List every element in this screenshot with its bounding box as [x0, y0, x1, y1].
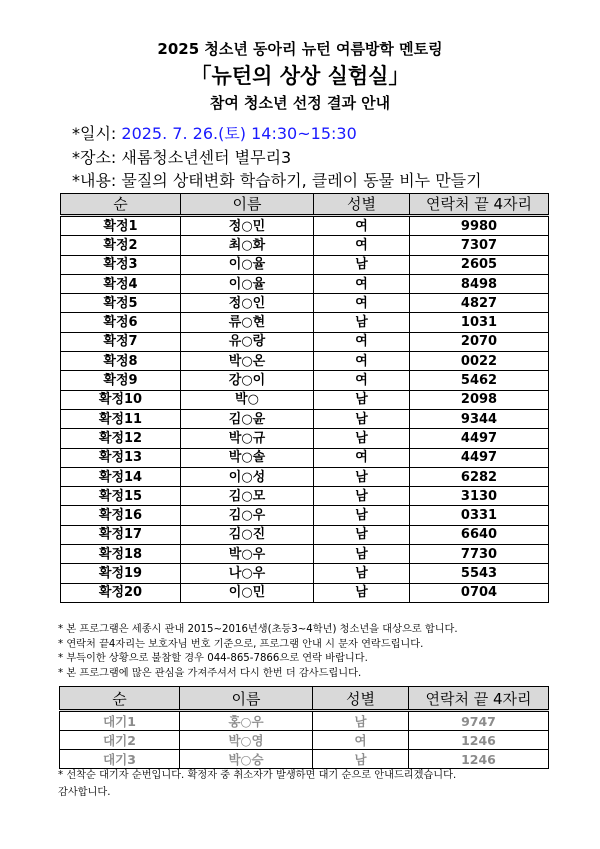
cell-phone: 0022: [410, 352, 549, 371]
cell-gender: 남: [313, 711, 409, 731]
table-row: [61, 216, 549, 236]
cell-order: 확정19: [61, 564, 181, 583]
cell-order: 확정16: [61, 506, 181, 525]
date-value: 2025. 7. 26.(토): [121, 124, 247, 143]
wait-header-order: 순: [60, 687, 180, 711]
cell-name: 나○우: [181, 564, 314, 583]
cell-name: 유○랑: [181, 332, 314, 351]
cell-gender: 여: [314, 274, 410, 293]
cell-name: 김○우: [181, 506, 314, 525]
table-row: [61, 352, 549, 371]
cell-phone: 6640: [410, 525, 549, 544]
cell-name: 정○민: [181, 216, 314, 236]
table-row: [61, 506, 549, 525]
cell-order: 확정4: [61, 274, 181, 293]
cell-phone: 6282: [410, 467, 549, 486]
table-row: [61, 255, 549, 274]
cell-phone: 5462: [410, 371, 549, 390]
table-row: [61, 448, 549, 467]
cell-phone: 3130: [410, 487, 549, 506]
cell-order: 대기3: [60, 750, 180, 769]
cell-phone: 2098: [410, 390, 549, 409]
table-row: [61, 294, 549, 313]
note-2: * 연락처 끝4자리는 보호자님 번호 기준으로, 프로그램 안내 시 문자 연락드립니다.: [58, 638, 424, 650]
cell-gender: 여: [314, 236, 410, 255]
header-name: 이름: [181, 194, 314, 216]
info-content: *내용: 물질의 상태변화 학습하기, 클레이 동물 비누 만들기: [72, 171, 482, 190]
cell-order: 확정10: [61, 390, 181, 409]
cell-order: 확정15: [61, 487, 181, 506]
cell-name: 박○영: [180, 731, 313, 750]
info-place: *장소: 새롬청소년센터 별무리3: [72, 148, 292, 167]
time-value: 14:30~15:30: [246, 124, 357, 143]
table-row: [61, 467, 549, 486]
cell-order: 대기2: [60, 731, 180, 750]
waitlist-table-body: [60, 711, 549, 769]
table-row: [61, 409, 549, 428]
cell-phone: 4497: [410, 429, 549, 448]
info-date: [72, 121, 357, 144]
table-row: [61, 274, 549, 293]
waitlist-header-row: [60, 687, 549, 711]
cell-name: 김○모: [181, 487, 314, 506]
wait-header-gender: 성별: [313, 687, 409, 711]
cell-phone: 9344: [410, 409, 549, 428]
cell-phone: 9747: [409, 711, 549, 731]
cell-name: 김○윤: [181, 409, 314, 428]
waitlist-table: [59, 686, 549, 769]
cell-name: 류○현: [181, 313, 314, 332]
cell-name: 박○우: [181, 545, 314, 564]
cell-order: 확정1: [61, 216, 181, 236]
table-row: [60, 731, 549, 750]
date-label: *일시:: [72, 124, 122, 143]
cell-gender: 남: [314, 545, 410, 564]
cell-gender: 남: [314, 487, 410, 506]
cell-order: 확정17: [61, 525, 181, 544]
cell-gender: 남: [314, 409, 410, 428]
wait-header-phone: 연락처 끝 4자리: [409, 687, 549, 711]
cell-name: 이○민: [181, 583, 314, 602]
table-row: [61, 313, 549, 332]
cell-gender: 남: [313, 750, 409, 769]
notes: [58, 623, 458, 681]
footer-thanks: 감사합니다.: [58, 787, 111, 798]
header-gender: 성별: [314, 194, 410, 216]
cell-gender: 남: [314, 525, 410, 544]
header-phone: 연락처 끝 4자리: [410, 194, 549, 216]
cell-name: 이○율: [181, 255, 314, 274]
header-order: 순: [61, 194, 181, 216]
table-row: [61, 332, 549, 351]
cell-gender: 남: [314, 564, 410, 583]
note-4: * 본 프로그램에 많은 관심을 가져주셔서 다시 한번 더 감사드립니다.: [58, 667, 362, 679]
cell-order: 확정2: [61, 236, 181, 255]
cell-name: 박○승: [180, 750, 313, 769]
cell-gender: 여: [314, 352, 410, 371]
cell-order: 확정3: [61, 255, 181, 274]
cell-gender: 여: [314, 216, 410, 236]
cell-name: 홍○우: [180, 711, 313, 731]
cell-gender: 남: [314, 583, 410, 602]
cell-phone: 1246: [409, 750, 549, 769]
cell-order: 확정11: [61, 409, 181, 428]
cell-phone: 8498: [410, 274, 549, 293]
cell-gender: 남: [314, 467, 410, 486]
cell-order: 대기1: [60, 711, 180, 731]
program-title: 「뉴턴의 상상 실험실」: [190, 64, 410, 88]
cell-gender: 남: [314, 390, 410, 409]
cell-name: 강○이: [181, 371, 314, 390]
footer-note: * 선착순 대기자 순번입니다. 확정자 중 취소자가 발생하면 대기 순으로 안내드리겠습니다.: [58, 770, 457, 781]
cell-name: 이○율: [181, 274, 314, 293]
cell-gender: 여: [314, 371, 410, 390]
cell-order: 확정14: [61, 467, 181, 486]
cell-phone: 2605: [410, 255, 549, 274]
cell-gender: 여: [313, 731, 409, 750]
cell-phone: 0331: [410, 506, 549, 525]
table-row: [60, 711, 549, 731]
cell-phone: 4497: [410, 448, 549, 467]
cell-order: 확정13: [61, 448, 181, 467]
cell-phone: 9980: [410, 216, 549, 236]
cell-phone: 7307: [410, 236, 549, 255]
cell-order: 확정5: [61, 294, 181, 313]
note-3: * 부득이한 상황으로 불참할 경우 044-865-7866으로 연락 바랍니다.: [58, 653, 368, 665]
cell-phone: 2070: [410, 332, 549, 351]
title-line-1: 2025 청소년 동아리 뉴턴 여름방학 멘토링: [157, 40, 443, 58]
cell-name: 정○인: [181, 294, 314, 313]
table-row: [61, 564, 549, 583]
cell-order: 확정20: [61, 583, 181, 602]
cell-name: 최○화: [181, 236, 314, 255]
cell-order: 확정6: [61, 313, 181, 332]
cell-gender: 남: [314, 313, 410, 332]
cell-gender: 남: [314, 506, 410, 525]
table-header-row: [61, 194, 549, 216]
table-row: [61, 583, 549, 602]
cell-phone: 1246: [409, 731, 549, 750]
cell-phone: 0704: [410, 583, 549, 602]
cell-phone: 5543: [410, 564, 549, 583]
cell-phone: 1031: [410, 313, 549, 332]
table-row: [60, 750, 549, 769]
table-row: [61, 390, 549, 409]
table-row: [61, 525, 549, 544]
cell-name: 박○규: [181, 429, 314, 448]
cell-gender: 여: [314, 332, 410, 351]
table-row: [61, 545, 549, 564]
cell-gender: 남: [314, 429, 410, 448]
cell-name: 박○: [181, 390, 314, 409]
cell-gender: 여: [314, 294, 410, 313]
cell-gender: 남: [314, 255, 410, 274]
cell-name: 이○성: [181, 467, 314, 486]
cell-phone: 7730: [410, 545, 549, 564]
cell-order: 확정12: [61, 429, 181, 448]
note-1: * 본 프로그램은 세종시 관내 2015~2016년생(초등3~4학년) 청소년을 대상으로 합니다.: [58, 624, 458, 635]
table-row: [61, 371, 549, 390]
table-row: [61, 487, 549, 506]
cell-name: 김○진: [181, 525, 314, 544]
footer: [58, 767, 456, 801]
cell-gender: 여: [314, 448, 410, 467]
cell-order: 확정7: [61, 332, 181, 351]
confirmed-table-body: [61, 216, 549, 603]
confirmed-table: [60, 193, 549, 603]
cell-order: 확정18: [61, 545, 181, 564]
cell-order: 확정9: [61, 371, 181, 390]
cell-name: 박○솔: [181, 448, 314, 467]
cell-name: 박○온: [181, 352, 314, 371]
table-row: [61, 236, 549, 255]
wait-header-name: 이름: [180, 687, 313, 711]
cell-phone: 4827: [410, 294, 549, 313]
subtitle: 참여 청소년 선정 결과 안내: [209, 94, 391, 112]
table-row: [61, 429, 549, 448]
cell-order: 확정8: [61, 352, 181, 371]
